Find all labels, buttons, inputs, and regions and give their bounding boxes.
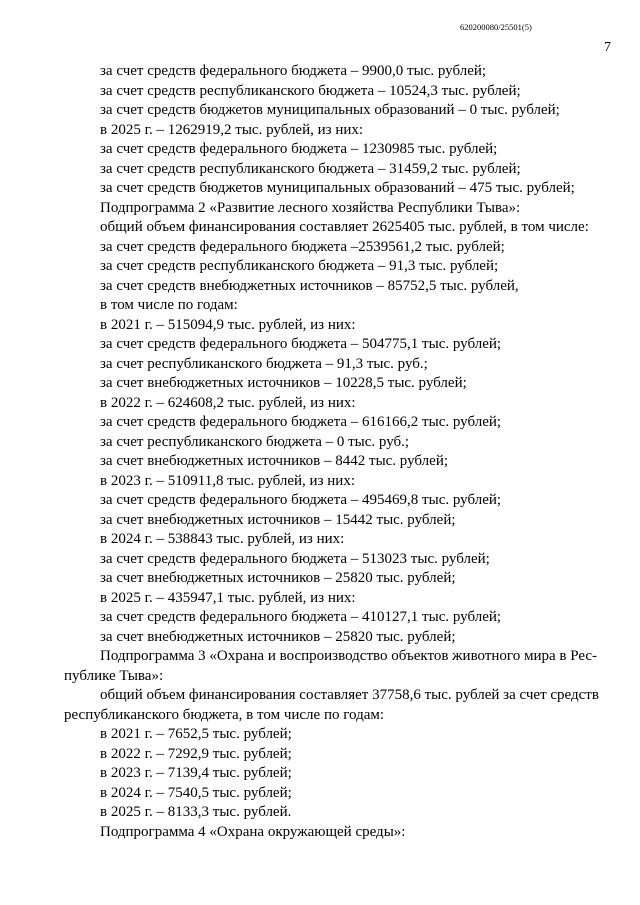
text-line: Подпрограмма 2 «Развитие лесного хозяйства Республики Тыва»: [100,199,521,216]
text-line: в 2024 г. – 538843 тыс. рублей, из них: [100,531,345,547]
text-line: Подпрограмма 4 «Охрана окружающей среды»: [100,823,406,840]
page-number: 7 [604,40,611,55]
text-line: в 2022 г. – 624608,2 тыс. рублей, из них: [100,394,356,411]
text-line: республиканского бюджета, в том числе по годам: [64,706,385,723]
text-line: в 2021 г. – 7652,5 тыс. рублей; [100,726,292,742]
text-line: в 2025 г. – 8133,3 тыс. рублей. [100,804,292,820]
text-line: за счет внебюджетных источников – 25820 тыс. рублей; [100,628,456,645]
text-line: в 2022 г. – 7292,9 тыс. рублей; [100,745,292,762]
document-id: 620200080/25501(5) [460,22,532,32]
text-line: за счет средств бюджетов муниципальных образований – 475 тыс. рублей; [100,180,575,196]
text-line: за счет средств федерального бюджета – 9900,0 тыс. рублей; [100,63,487,79]
text-line: за счет средств федерального бюджета – 410127,1 тыс. рублей; [100,609,502,625]
text-line: в 2024 г. – 7540,5 тыс. рублей; [100,784,292,801]
text-line: за счет республиканского бюджета – 0 тыс. руб.; [100,433,410,450]
text-line: за счет средств федерального бюджета – 616166,2 тыс. рублей; [100,414,502,430]
text-line: общий объем финансирования составляет 2625405 тыс. рублей, в том числе: [100,219,589,235]
text-line: за счет средств бюджетов муниципальных образований – 0 тыс. рублей; [100,102,560,118]
text-line: публике Тыва»: [64,667,164,684]
text-line: в 2023 г. – 7139,4 тыс. рублей; [100,765,292,781]
text-line: за счет средств федерального бюджета – 504775,1 тыс. рублей; [100,336,502,352]
text-line: в 2023 г. – 510911,8 тыс. рублей, из них: [100,472,355,489]
text-line: за счет республиканского бюджета – 91,3 тыс. руб.; [100,355,428,372]
text-line: общий объем финансирования составляет 37758,6 тыс. рублей за счет средств [100,687,599,703]
text-line: за счет внебюджетных источников – 8442 тыс. рублей; [100,453,449,469]
text-line: в том числе по годам: [100,297,238,313]
text-line: за счет средств республиканского бюджета – 10524,3 тыс. рублей; [100,82,521,99]
text-line: в 2021 г. – 515094,9 тыс. рублей, из них: [100,316,356,333]
text-line: в 2025 г. – 1262919,2 тыс. рублей, из них: [100,121,364,138]
text-line: за счет средств республиканского бюджета – 91,3 тыс. рублей; [100,258,499,274]
text-line: за счет средств федерального бюджета – 495469,8 тыс. рублей; [100,492,502,508]
text-line: за счет внебюджетных источников – 10228,5 тыс. рублей; [100,375,467,391]
text-line: за счет средств республиканского бюджета – 31459,2 тыс. рублей; [100,160,521,177]
text-line: за счет средств федерального бюджета –2539561,2 тыс. рублей; [100,238,505,255]
text-line: Подпрограмма 3 «Охрана и воспроизводство объектов животного мира в Рес- [100,648,598,664]
text-line: за счет средств федерального бюджета – 513023 тыс. рублей; [100,550,490,567]
text-line: за счет внебюджетных источников – 25820 тыс. рублей; [100,570,456,586]
text-line: за счет средств внебюджетных источников – 85752,5 тыс. рублей, [100,277,519,294]
text-line: за счет внебюджетных источников – 15442 тыс. рублей; [100,511,456,528]
text-line: в 2025 г. – 435947,1 тыс. рублей, из них: [100,589,356,606]
text-line: за счет средств федерального бюджета – 1230985 тыс. рублей; [100,141,498,157]
